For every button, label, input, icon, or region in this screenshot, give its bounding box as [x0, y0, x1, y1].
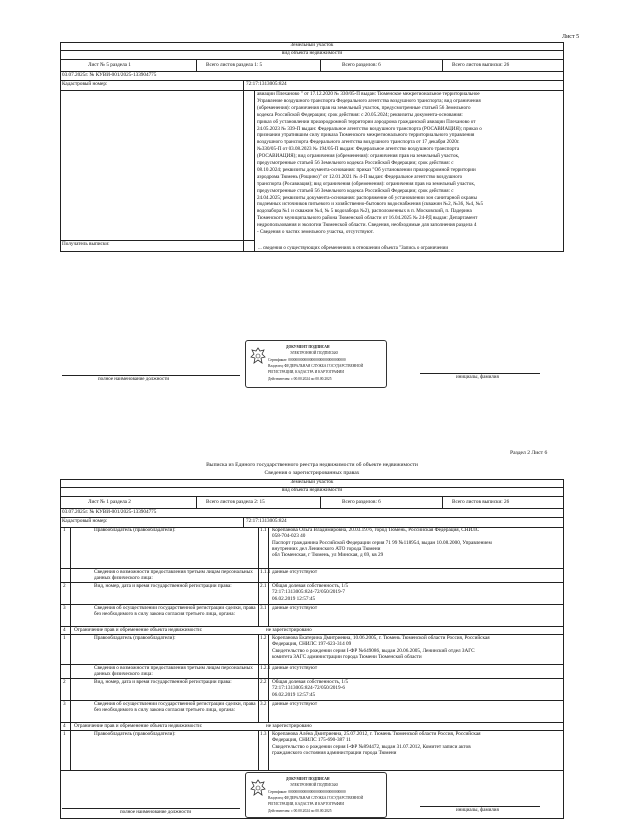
recipient-label: Получатель выписки: [62, 241, 110, 247]
table-row [60, 723, 564, 731]
row-value-line: Корепанова Алёна Дмитриевна, 25.07.2012, г. Тюмень Тюменской области Россия, Российская [272, 731, 481, 737]
stamp-heading: ДОКУМЕНТ ПОДПИСАН [286, 777, 330, 781]
signature-line [62, 375, 240, 376]
row-value-line: гражданского состояния администрации города Тюмени [272, 749, 397, 756]
row-value-line: 72:17:1313005:824-72/050/2019-7 [272, 589, 345, 596]
row-label: Сведения об осуществлении государственной регистрации сделки, права без необходимого в силу закона согласия третьего лица, органа: [94, 605, 256, 617]
signature-line [62, 808, 240, 809]
stamp-certificate: Сертификат: 00000000000000000000000000000000 [268, 790, 346, 794]
divider [70, 635, 71, 665]
row-label: Правообладатель (правообладатели): [94, 731, 176, 737]
position-label: полное наименование должности [98, 377, 170, 382]
row-label: Вид, номер, дата и время государственной регистрации права: [94, 583, 232, 589]
row-code: 1.3 [260, 731, 267, 737]
row-code: 1.1.1 [260, 569, 271, 575]
row-value-line: данные отсутствуют [272, 605, 318, 611]
row-value-line: 058-704-023 40 [272, 533, 306, 540]
divider [70, 527, 71, 569]
name-label: инициалы, фамилия [456, 375, 499, 380]
encumbrance-line: воздушного транспорта Федерального агентства воздушного транспорта от 17 декабря 2020г. [257, 139, 460, 146]
row-label: Ограничение прав и обременение объекта недвижимости: [74, 627, 203, 633]
sheets-total-2: Всего листов выписки: 26 [452, 499, 510, 505]
table-row [60, 701, 564, 723]
divider [268, 583, 269, 605]
row-value-line: обл Тюменская, г Тюмень, ул Минская, д 69, кв 29 [272, 552, 384, 559]
row-value-line: Общая долевая собственность, 1/5 [272, 679, 349, 685]
encumbrance-line: кодекса Российской Федерации; срок действия: с 20.05.2024; реквизиты документа-основания: [257, 111, 463, 118]
stamp-heading: ДОКУМЕНТ ПОДПИСАН [286, 345, 330, 349]
encumbrance-line: Тюменского муниципального района Тюменской области от 16.04.2025 № 24-РД выдан: Департамент [257, 215, 478, 222]
stamp-owner-cont: РЕГИСТРАЦИИ, КАДАСТРА И КАРТОГРАФИИ [268, 370, 344, 374]
table-row [60, 627, 564, 635]
row-code: 1.2.1 [260, 665, 271, 671]
encumbrance-line: 24.04.2025; реквизиты документа-основания: распоряжение об установлении зон санитарной охраны [257, 194, 477, 201]
encumbrance-line: водозабора №1 и скважин №4, № 5 водозабора №2), расположенных в п. Московский, п. Падерина [257, 208, 472, 215]
row-label: Сведения о возможности предоставления третьим лицам персональных данных физического лица: [94, 569, 253, 581]
divider [70, 627, 71, 635]
divider [70, 605, 71, 627]
row-value-line: Свидетельство о рождении серия I-ФР №894472, выдан 31.07.2012, Комитет записи актов [272, 743, 471, 750]
divider [254, 90, 255, 252]
row-label: Вид, номер, дата и время государственной регистрации права: [94, 679, 232, 685]
row-value-line: Свидетельство о рождении серия I-ФР №649086, выдан 20.06.2005, Ленинский отдел ЗАГС [272, 647, 475, 654]
position-label-2: полное наименование должности [120, 810, 192, 815]
row-value-line: Корепанова Ольга Владимировна, 20.03.1976, город Тюмень, Российская Федерация, СНИЛС [272, 527, 480, 533]
encumbrance-line: предусмотренные статьей 56 Земельного кодекса Российской Федерации; срок действия: с [257, 187, 454, 194]
divider [320, 496, 321, 508]
object-type-title-2: Земельный участок [290, 479, 334, 485]
row-number: 2 [63, 679, 66, 685]
divider [70, 583, 71, 605]
signature-line [420, 373, 540, 374]
e-signature-stamp [245, 340, 387, 388]
divider [60, 80, 564, 81]
divider [258, 731, 259, 771]
encumbrance-line: 08.10.2024; реквизиты документа-основания: приказ "Об установлении приаэродромной территории [257, 166, 476, 173]
table-row [60, 605, 564, 627]
row-value-line: Общая долевая собственность, 1/5 [272, 583, 349, 589]
stamp-validity: Действителен: с 00.00.2024 по 00.00.2025 [268, 809, 332, 813]
divider [196, 496, 197, 508]
divider [70, 731, 71, 771]
cadastral-value: 72:17:1313005:824 [246, 81, 287, 87]
row-number: 1 [63, 635, 66, 641]
object-type-subtitle: вид объекта недвижимости [281, 50, 343, 56]
cadastral-value-2: 72:17:1313005:824 [246, 518, 287, 524]
cutoff-text: ... сведения о существующих обременениях в отношении объекта "Запись о ограничении [258, 246, 449, 251]
doc-title: Выписка из Единого государственного реестра недвижимости об объекте недвижимости [206, 462, 418, 468]
divider [70, 701, 71, 723]
row-value-line: не зарегистрировано [266, 723, 312, 729]
cadastral-label-2: Кадастровый номер: [62, 518, 108, 524]
divider [258, 527, 259, 569]
table-row [60, 635, 564, 665]
coat-of-arms-icon [250, 347, 266, 367]
sheet-of-section: Лист № 5 раздела 1 [88, 62, 131, 68]
signature-line [420, 806, 540, 807]
cadastral-label: Кадастровый номер: [62, 81, 108, 87]
encumbrance-line: авиации Плеханово " от 17.12.2020 № 330/05-П выдан: Тюменское межрегиональное территориальное [257, 91, 480, 97]
sections-total-2: Всего разделов: 6 [342, 499, 381, 505]
row-value-line: данные отсутствуют [272, 665, 318, 671]
row-value-line: внутренних дел Ленинского АТО города Тюмени [272, 545, 381, 552]
sheets-in-section-2: Всего листов раздела 2: 15 [206, 499, 265, 505]
stamp-owner: Владелец: ФЕДЕРАЛЬНАЯ СЛУЖБА ГОСУДАРСТВЕННОЙ [268, 364, 364, 368]
divider [258, 635, 259, 665]
row-value-line: данные отсутствуют [272, 569, 318, 575]
divider [70, 569, 71, 583]
stamp-validity: Действителен: с 00.00.2024 по 00.00.2025 [268, 377, 332, 381]
encumbrance-line: Управление воздушного транспорта Федерального агентства воздушного транспорта; вид ограничения [257, 97, 481, 104]
name-label-2: инициалы, фамилия [456, 808, 499, 813]
sheets-total: Всего листов выписки: 26 [452, 62, 510, 68]
row-label: Сведения о возможности предоставления третьим лицам персональных данных физического лица: [94, 665, 253, 677]
divider [70, 665, 71, 679]
encumbrance-line: признании утратившим силу приказа Тюменского межрегионального территориального управления [257, 132, 475, 139]
date-number-2: 03.07.2025г. № КУВИ-001/2025-133904775 [62, 509, 157, 515]
divider [268, 635, 269, 665]
e-signature-stamp-2 [245, 772, 387, 818]
row-number: 2 [63, 583, 66, 589]
row-code: 2.1 [260, 583, 267, 589]
stamp-certificate: Сертификат: 00000000000000000000000000000000 [268, 358, 346, 362]
row-value-line: Корепанова Екатерина Дмитриевна, 10.06.2005, г. Тюмень Тюменской области Россия, Российская [272, 635, 490, 641]
row-number: 4 [63, 627, 66, 633]
object-type-subtitle-2: вид объекта недвижимости [281, 487, 343, 493]
divider [268, 527, 269, 569]
row-value-line: Паспорт гражданина Российской Федерации серия 71 99 №118954, выдан 10.08.2000, Управлением [272, 539, 492, 546]
encumbrance-line: недропользования и экологии Тюменской области. Сведения, необходимые для заполнения раздела 4 [257, 222, 477, 229]
row-label: Сведения об осуществлении государственной регистрации сделки, права без необходимого в силу закона согласия третьего лица, органа: [94, 701, 256, 713]
row-label: Правообладатель (правообладатели): [94, 635, 176, 641]
divider [320, 59, 321, 71]
row-value-line: данные отсутствуют [272, 701, 318, 707]
sheet-label: Лист 5 [562, 34, 580, 40]
row-code: 2.2 [260, 679, 267, 685]
row-code: 3.1 [260, 605, 267, 611]
encumbrance-line: транспорта (Росавиация); вид ограничения (обременения): ограничения прав на земельный участок, [257, 180, 476, 187]
divider [442, 496, 443, 508]
table-row [60, 679, 564, 701]
date-number: 03.07.2025г. № КУВИ-001/2025-133904775 [62, 72, 157, 78]
sheet-of-section-2: Лист № 1 раздела 2 [88, 499, 131, 505]
divider [258, 701, 259, 723]
table-row [60, 583, 564, 605]
row-value-line: комитета ЗАГС администрации города Тюмени Тюменской области [272, 653, 422, 660]
stamp-subheading: ЭЛЕКТРОННОЙ ПОДПИСЬЮ [290, 351, 339, 355]
row-label: Ограничение прав и обременение объекта недвижимости: [74, 723, 203, 729]
sections-total: Всего разделов: 6 [342, 62, 381, 68]
coat-of-arms-icon [250, 779, 266, 799]
divider [243, 80, 244, 90]
divider [268, 679, 269, 701]
table-row [60, 665, 564, 679]
stamp-owner-cont: РЕГИСТРАЦИИ, КАДАСТРА И КАРТОГРАФИИ [268, 802, 344, 806]
stamp-owner: Владелец: ФЕДЕРАЛЬНАЯ СЛУЖБА ГОСУДАРСТВЕННОЙ [268, 796, 364, 800]
row-code: 1.2 [260, 635, 267, 641]
table-row [60, 527, 564, 569]
stamp-subheading: ЭЛЕКТРОННОЙ ПОДПИСЬЮ [290, 783, 339, 787]
divider [268, 605, 269, 627]
row-value-line: не зарегистрировано [266, 627, 312, 633]
divider [258, 569, 259, 583]
row-number: 1 [63, 731, 66, 737]
divider [70, 679, 71, 701]
divider [60, 59, 564, 60]
encumbrance-line: (обременения): ограничения прав на земельный участок, предусмотренные статьей 56 Земельного [257, 104, 471, 111]
encumbrance-line: - Сведения о частях земельного участка, отсутствуют. [257, 229, 374, 235]
row-number: 4 [63, 723, 66, 729]
divider [60, 517, 564, 518]
table-row [60, 731, 564, 771]
table-row [60, 569, 564, 583]
doc-subtitle: Сведения о зарегистрированных правах [264, 470, 360, 476]
row-number: 1 [63, 527, 66, 533]
section-label: Раздел 2 Лист 6 [510, 450, 548, 456]
divider [258, 665, 259, 679]
encumbrance-line: 24.05.2023 № 339-П выдан: Федеральное агентство воздушного транспорта (РОСАВИАЦИЯ); приказ о [257, 125, 482, 132]
row-value-line: Федерация, СНИЛС 175-690-387 11 [272, 737, 352, 744]
row-value-line: 06.02.2019 12:57:45 [272, 595, 316, 602]
divider [258, 583, 259, 605]
divider [442, 59, 443, 71]
row-value-line: Федерация, СНИЛС 197-623-314 09 [272, 641, 352, 648]
row-code: 3.2 [260, 701, 267, 707]
encumbrance-line: подземных источников питьевого и хозяйственно-бытового водоснабжения (скважин №2, №36, №4, №5 [257, 201, 484, 208]
encumbrance-line: (РОСАВИАЦИЯ); вид ограничения (обременения): ограничения прав на земельный участок, [257, 153, 460, 160]
row-number: 3 [63, 701, 66, 707]
sheets-in-section: Всего листов раздела 1: 5 [206, 62, 263, 68]
divider [243, 90, 244, 252]
divider [258, 679, 259, 701]
divider [60, 496, 564, 497]
divider [196, 59, 197, 71]
divider [70, 723, 71, 731]
divider [268, 701, 269, 723]
row-label: Правообладатель (правообладатели): [94, 527, 176, 533]
encumbrance-line: приказ об установлении приаэродромной территории аэродрома гражданской авиации Плеханово от [257, 118, 476, 125]
row-number: 3 [63, 605, 66, 611]
row-code: 1.1 [260, 527, 267, 533]
row-value-line: 72:17:1313005:824-72/050/2019-6 [272, 685, 345, 692]
encumbrance-line: №330/05-П от 03.08.2023 № 194/05-П выдан: Федеральное агентство воздушного транспорта [257, 146, 460, 153]
row-value-line: 06.02.2019 12:57:45 [272, 691, 316, 698]
encumbrance-line: аэродрома Тюмень (Рощино)" от 12.01.2021 № 4-П выдан: Федеральное агентство воздушного [257, 173, 463, 180]
encumbrance-line: предусмотренные статьей 56 Земельного кодекса Российской Федерации; срок действия: с [257, 160, 454, 166]
divider [268, 731, 269, 771]
object-type-title: Земельный участок [290, 42, 334, 48]
divider [258, 605, 259, 627]
divider [243, 517, 244, 527]
